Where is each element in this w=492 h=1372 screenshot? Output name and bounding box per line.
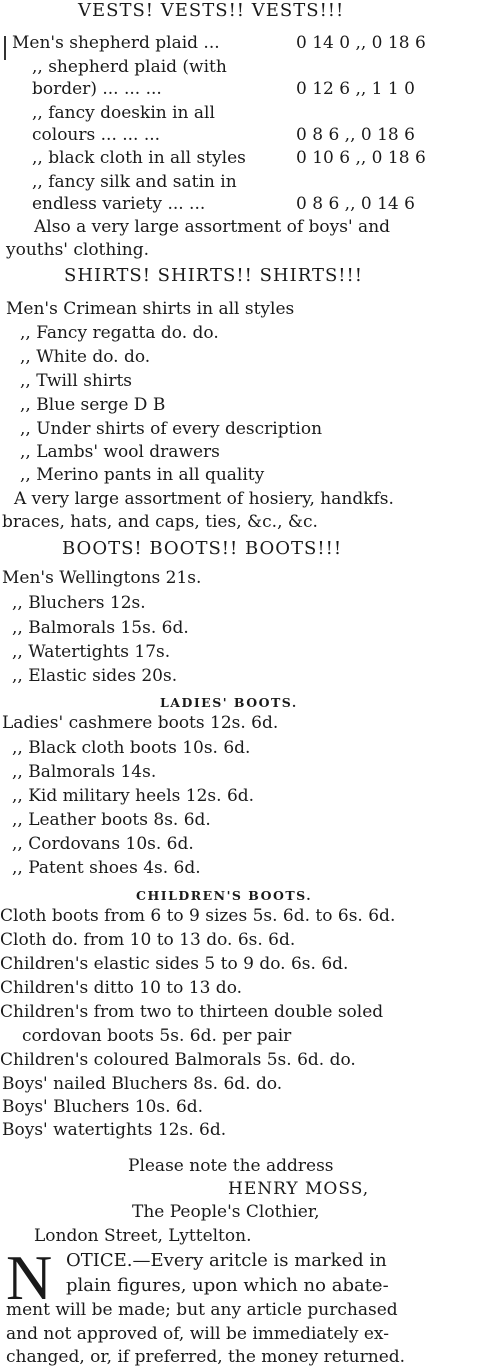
ladies-boots-heading: LADIES' BOOTS. bbox=[160, 695, 298, 710]
shirts-note: braces, hats, and caps, ties, &c., &c. bbox=[2, 512, 318, 532]
shirts-line: ,, Under shirts of every description bbox=[20, 419, 323, 439]
boots-men-line: ,, Bluchers 12s. bbox=[12, 593, 146, 613]
notice-line: plain figures, upon which no abate- bbox=[66, 1275, 389, 1296]
vests-heading: VESTS! VESTS!! VESTS!!! bbox=[78, 0, 345, 21]
vests-line: ,, shepherd plaid (with bbox=[32, 57, 227, 77]
shirts-line: ,, Merino pants in all quality bbox=[20, 465, 265, 485]
vests-line: border) ... ... ... bbox=[32, 79, 162, 99]
vests-line: colours ... ... ... bbox=[32, 125, 161, 145]
boots-children-line: cordovan boots 5s. 6d. per pair bbox=[22, 1026, 292, 1046]
shirts-note: A very large assortment of hosiery, handkfs. bbox=[14, 489, 394, 509]
vests-line: ,, fancy doeskin in all bbox=[32, 103, 215, 123]
boots-children-line: Cloth do. from 10 to 13 do. 6s. 6d. bbox=[0, 930, 296, 950]
boots-men-line: ,, Balmorals 15s. 6d. bbox=[12, 618, 189, 638]
vests-line: Men's shepherd plaid ... bbox=[12, 33, 220, 53]
boots-men-line: ,, Elastic sides 20s. bbox=[12, 666, 178, 686]
vests-price: 0 10 6 ,, 0 18 6 bbox=[296, 148, 426, 168]
boots-ladies-line: ,, Leather boots 8s. 6d. bbox=[12, 810, 211, 830]
vests-price: 0 14 0 ,, 0 18 6 bbox=[296, 33, 426, 53]
notice-line: OTICE.—Every aritcle is marked in bbox=[66, 1250, 387, 1271]
childrens-boots-heading: CHILDREN'S BOOTS. bbox=[136, 888, 313, 903]
boots-children-line: Children's from two to thirteen double soled bbox=[0, 1002, 384, 1022]
notice-dropcap: N bbox=[6, 1242, 53, 1313]
boots-children-line: Children's coloured Balmorals 5s. 6d. do. bbox=[0, 1050, 356, 1070]
boots-children-line: Boys' watertights 12s. 6d. bbox=[2, 1120, 227, 1140]
boots-children-line: Children's elastic sides 5 to 9 do. 6s. 6d. bbox=[0, 954, 349, 974]
boots-children-line: Cloth boots from 6 to 9 sizes 5s. 6d. to 6s. 6d. bbox=[0, 906, 396, 926]
vests-price: 0 8 6 ,, 0 14 6 bbox=[296, 194, 415, 214]
shirts-line: ,, White do. do. bbox=[20, 347, 151, 367]
shirts-line: ,, Fancy regatta do. do. bbox=[20, 323, 219, 343]
vests-line: ,, black cloth in all styles bbox=[32, 148, 246, 168]
boots-men-line: Men's Wellingtons 21s. bbox=[2, 568, 202, 588]
boots-ladies-line: ,, Kid military heels 12s. 6d. bbox=[12, 786, 255, 806]
vests-line: ,, fancy silk and satin in bbox=[32, 172, 237, 192]
boots-children-line: Boys' nailed Bluchers 8s. 6d. do. bbox=[2, 1074, 283, 1094]
vests-line: endless variety ... ... bbox=[32, 194, 206, 214]
shirts-heading: SHIRTS! SHIRTS!! SHIRTS!!! bbox=[64, 265, 363, 286]
vests-price: 0 8 6 ,, 0 18 6 bbox=[296, 125, 415, 145]
merchant-street: London Street, Lyttelton. bbox=[34, 1226, 252, 1246]
notice-line: changed, or, if preferred, the money returned. bbox=[6, 1347, 406, 1367]
boots-ladies-line: ,, Balmorals 14s. bbox=[12, 762, 157, 782]
shirts-line: Men's Crimean shirts in all styles bbox=[6, 299, 295, 319]
boots-ladies-line: ,, Black cloth boots 10s. 6d. bbox=[12, 738, 251, 758]
address-intro: Please note the address bbox=[128, 1156, 334, 1176]
merchant-title: The People's Clothier, bbox=[132, 1202, 320, 1222]
boots-heading: BOOTS! BOOTS!! BOOTS!!! bbox=[62, 538, 343, 559]
shirts-line: ,, Blue serge D B bbox=[20, 395, 166, 415]
notice-line: ment will be made; but any article purchased bbox=[6, 1300, 398, 1320]
boots-ladies-line: Ladies' cashmere boots 12s. 6d. bbox=[2, 713, 279, 733]
column-rule bbox=[4, 36, 6, 60]
vests-note: Also a very large assortment of boys' and bbox=[34, 217, 391, 237]
vests-price: 0 12 6 ,, 1 1 0 bbox=[296, 79, 415, 99]
vests-note: youths' clothing. bbox=[6, 240, 150, 260]
shirts-line: ,, Lambs' wool drawers bbox=[20, 442, 220, 462]
boots-children-line: Boys' Bluchers 10s. 6d. bbox=[2, 1097, 204, 1117]
boots-children-line: Children's ditto 10 to 13 do. bbox=[0, 978, 243, 998]
notice-line: and not approved of, will be immediately ex- bbox=[6, 1324, 389, 1344]
boots-ladies-line: ,, Patent shoes 4s. 6d. bbox=[12, 858, 201, 878]
boots-ladies-line: ,, Cordovans 10s. 6d. bbox=[12, 834, 194, 854]
boots-men-line: ,, Watertights 17s. bbox=[12, 642, 171, 662]
merchant-name: HENRY MOSS, bbox=[228, 1179, 370, 1199]
shirts-line: ,, Twill shirts bbox=[20, 371, 133, 391]
